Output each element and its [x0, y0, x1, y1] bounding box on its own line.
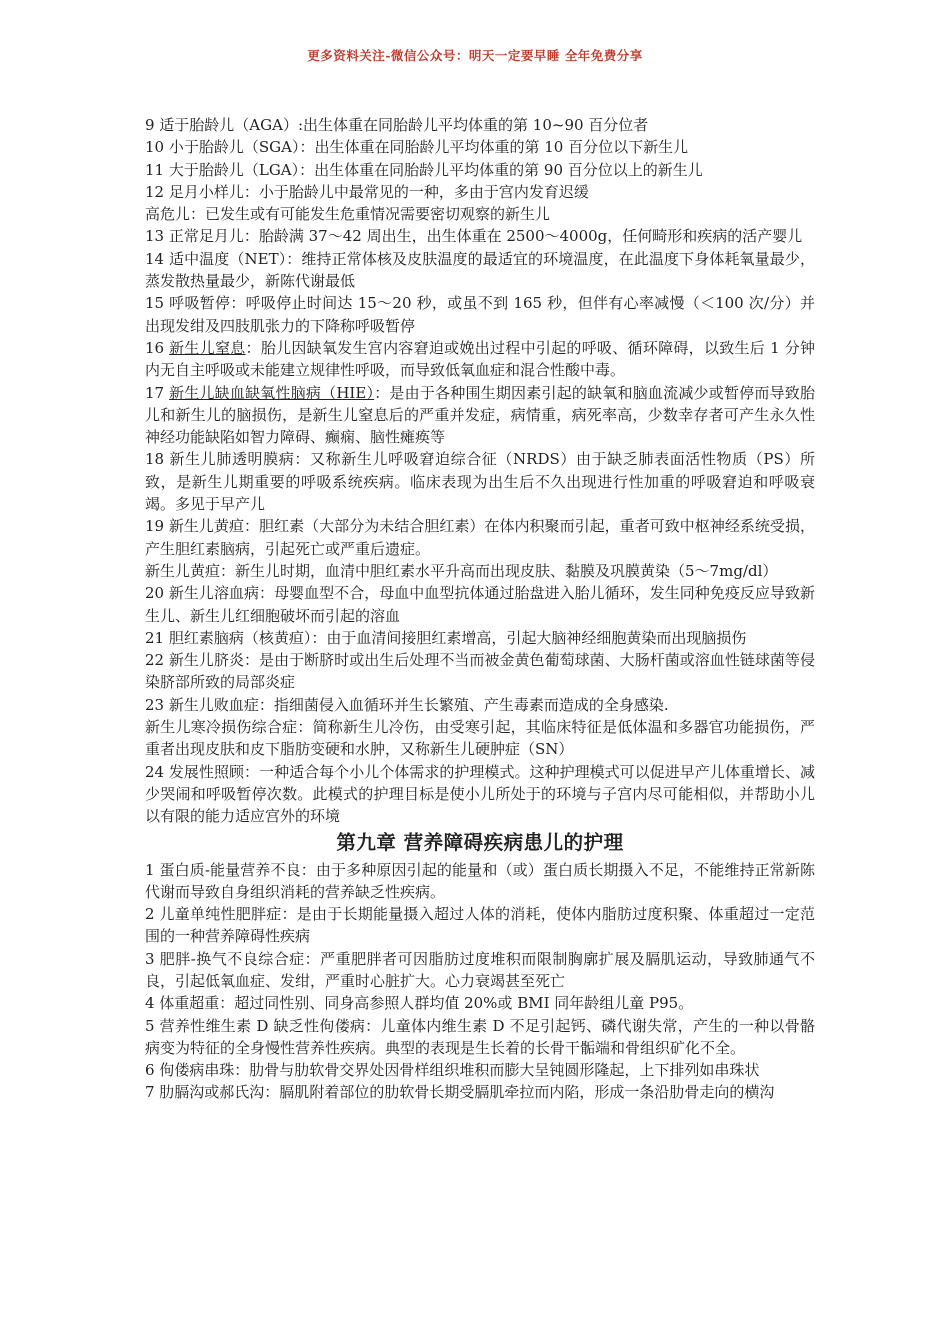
term-paragraph: 1 蛋白质-能量营养不良：由于多种原因引起的能量和（或）蛋白质长期摄入不足，不能维持正常新陈代谢而导致自身组织消耗的营养缺乏性疾病。 — [145, 860, 815, 901]
term-paragraph: 新生儿黄疸：新生儿时期，血清中胆红素水平升高而出现皮肤、黏膜及巩膜黄染（5～7mg/dl） — [145, 561, 778, 580]
term-paragraph: 新生儿寒冷损伤综合症：简称新生儿冷伤，由受寒引起，其临床特征是低体温和多器官功能损伤，严重者出现皮肤和皮下脂肪变硬和水肿，又称新生儿硬肿症（SN） — [145, 718, 815, 759]
term-paragraph-underlined — [145, 382, 815, 449]
term-paragraph: 11 大于胎龄儿（LGA）：出生体重在同胎龄儿平均体重的第 90 百分位以上的新生儿 — [145, 160, 703, 179]
term-paragraph: 15 呼吸暂停：呼吸停止时间达 15～20 秒，或虽不到 165 秒，但伴有心率减慢（＜100 次/分）并出现发绀及四肢肌张力的下降称呼吸暂停 — [145, 294, 815, 335]
term-paragraph-underlined — [145, 337, 815, 382]
term-paragraph: 22 新生儿脐炎：是由于断脐时或出生后处理不当而被金黄色葡萄球菌、大肠杆菌或溶血性链球菌等侵染脐部所致的局部炎症 — [145, 651, 815, 692]
chapter-title: 第九章 营养障碍疾病患儿的护理 — [336, 830, 624, 854]
neonatal-terms-section — [145, 114, 815, 828]
term-paragraph: 18 新生儿肺透明膜病：又称新生儿呼吸窘迫综合征（NRDS）由于缺乏肺表面活性物质（PS）所致，是新生儿期重要的呼吸系统疾病。临床表现为出生后不久出现进行性加重的呼吸窘迫和呼吸衰竭。多见于早产儿 — [145, 450, 815, 514]
term-paragraph: 5 营养性维生素 D 缺乏性佝偻病：儿童体内维生素 D 不足引起钙、磷代谢失常，产生的一种以骨骼病变为特征的全身慢性营养性疾病。典型的表现是生长着的长骨干骺端和骨组织矿化不全。 — [145, 1016, 815, 1057]
document-body — [145, 114, 815, 1104]
term-definition: ：胎儿因缺氧发生宫内容窘迫或娩出过程中引起的呼吸、循环障碍，以致生后 1 分钟内无自主呼吸或未能建立规律性呼吸，而导致低氧血症和混合性酸中毒。 — [145, 338, 815, 380]
term-paragraph: 24 发展性照顾：一种适合每个小儿个体需求的护理模式。这种护理模式可以促进早产儿体重增长、减少哭闹和呼吸暂停次数。此模式的护理目标是使小儿所处于的环境与子宫内尽可能相似，并帮助小儿以有限的能力适应宫外的环境 — [145, 762, 815, 826]
term-paragraph: 23 新生儿败血症：指细菌侵入血循环并生长繁殖、产生毒素而造成的全身感染. — [145, 695, 669, 714]
term-paragraph: 10 小于胎龄儿（SGA）：出生体重在同胎龄儿平均体重的第 10 百分位以下新生儿 — [145, 138, 689, 157]
term-paragraph: 19 新生儿黄疸：胆红素（大部分为未结合胆红素）在体内积聚而引起，重者可致中枢神经系统受损，产生胆红素脑病，引起死亡或严重后遗症。 — [145, 517, 815, 558]
nutrition-terms-section — [145, 859, 815, 1104]
underlined-term: 新生儿窒息 — [169, 338, 246, 357]
term-paragraph: 3 肥胖-换气不良综合症：严重肥胖者可因脂肪过度堆积而限制胸廓扩展及膈肌运动，导致肺通气不良，引起低氧血症、发绀，严重时心脏扩大。心力衰竭甚至死亡 — [145, 949, 815, 990]
term-paragraph: 高危儿：已发生或有可能发生危重情况需要密切观察的新生儿 — [145, 205, 551, 224]
term-paragraph: 9 适于胎龄儿（AGA）:出生体重在同胎龄儿平均体重的第 10~90 百分位者 — [145, 116, 649, 134]
term-paragraph: 7 肋膈沟或郝氏沟：膈肌附着部位的肋软骨长期受膈肌牵拉而内陷，形成一条沿肋骨走向的横沟 — [145, 1083, 775, 1102]
term-paragraph: 4 体重超重：超过同性别、同身高参照人群均值 20%或 BMI 同年龄组儿童 P95。 — [145, 994, 694, 1013]
term-paragraph: 14 适中温度（NET）：维持正常体核及皮肤温度的最适宜的环境温度，在此温度下身体耗氧量最少，蒸发散热量最少，新陈代谢最低 — [145, 249, 815, 291]
term-number: 16 — [145, 338, 170, 357]
page-header-banner: 更多资料关注-微信公众号：明天一定要早睡 全年免费分享 — [307, 48, 643, 63]
underlined-term: 新生儿缺血缺氧性脑病（HIE） — [169, 383, 375, 402]
term-paragraph: 13 正常足月儿：胎龄满 37～42 周出生，出生体重在 2500～4000g，任何畸形和疾病的活产婴儿 — [145, 227, 803, 246]
term-paragraph: 6 佝偻病串珠：肋骨与肋软骨交界处因骨样组织堆积而膨大呈钝圆形隆起，上下排列如串珠状 — [145, 1061, 760, 1080]
term-paragraph: 20 新生儿溶血病：母婴血型不合，母血中血型抗体通过胎盘进入胎儿循环，发生同种免疫反应导致新生儿、新生儿红细胞破坏而引起的溶血 — [145, 584, 815, 625]
term-paragraph: 2 儿童单纯性肥胖症：是由于长期能量摄入超过人体的消耗，使体内脂肪过度积聚、体重超过一定范围的一种营养障碍性疾病 — [145, 905, 815, 946]
term-number: 17 — [145, 383, 170, 402]
term-paragraph: 12 足月小样儿：小于胎龄儿中最常见的一种，多由于宫内发育迟缓 — [145, 182, 589, 201]
term-paragraph: 21 胆红素脑病（核黄疸）：由于血清间接胆红素增高，引起大脑神经细胞黄染而出现脑损伤 — [145, 628, 747, 647]
term-definition: ：是由于各种围生期因素引起的缺氧和脑血流减少或暂停而导致胎儿和新生儿的脑损伤，是新生儿窒息后的严重并发症，病情重，病死率高，少数幸存者可产生永久性神经功能缺陷如智力障碍、癫痫、脑性瘫痪等 — [145, 383, 815, 447]
